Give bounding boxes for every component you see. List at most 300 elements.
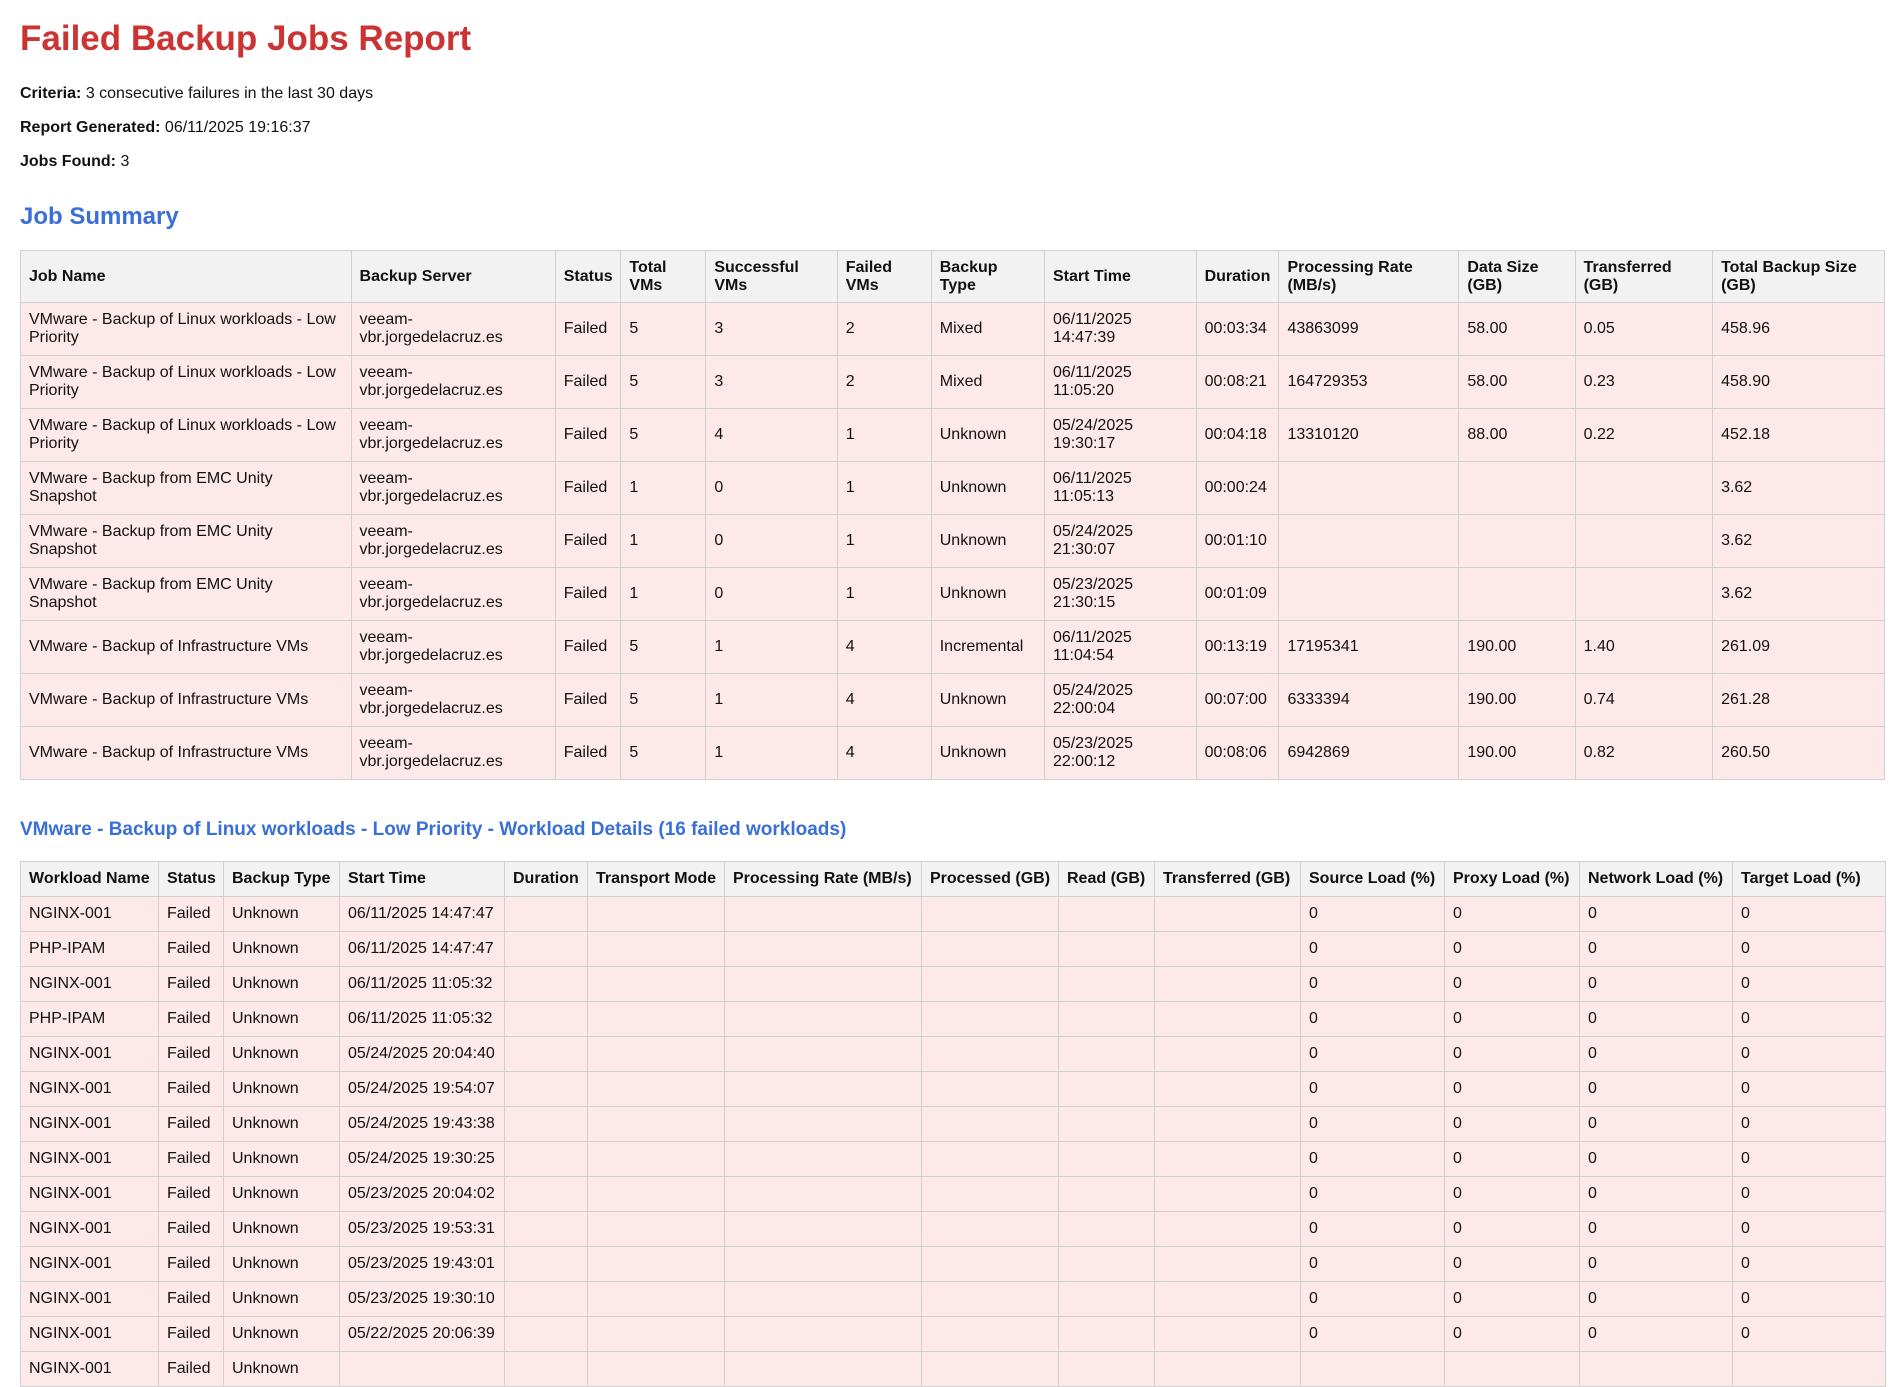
table-cell: veeam-vbr.jorgedelacruz.es	[351, 621, 555, 674]
table-cell: 05/24/2025 19:30:17	[1044, 409, 1196, 462]
table-cell: 0	[1733, 932, 1886, 967]
table-cell: Unknown	[931, 568, 1044, 621]
table-row	[21, 1282, 1886, 1317]
table-cell: 05/23/2025 22:00:12	[1044, 727, 1196, 780]
table-cell: 5	[621, 621, 706, 674]
table-row	[21, 1037, 1886, 1072]
table-cell	[1733, 1352, 1886, 1387]
table-row	[21, 932, 1886, 967]
table-cell: Unknown	[224, 1247, 340, 1282]
table-cell: 0	[706, 462, 837, 515]
table-cell: 0	[1301, 1282, 1445, 1317]
table-cell: 0	[706, 515, 837, 568]
table-cell	[1279, 568, 1459, 621]
table-cell: 1	[706, 727, 837, 780]
table-cell: 0	[1580, 967, 1733, 1002]
table-cell: 0	[1445, 967, 1580, 1002]
table-cell: 06/11/2025 14:47:47	[340, 897, 505, 932]
table-cell: 0	[1445, 1142, 1580, 1177]
table-cell	[505, 967, 588, 1002]
table-cell: 06/11/2025 11:05:13	[1044, 462, 1196, 515]
table-cell	[1059, 932, 1155, 967]
table-cell	[588, 1107, 725, 1142]
table-cell: Failed	[555, 303, 621, 356]
table-cell	[1459, 568, 1575, 621]
table-row	[21, 462, 1885, 515]
table-cell: Unknown	[931, 515, 1044, 568]
table-cell: Unknown	[224, 1072, 340, 1107]
table-row	[21, 1177, 1886, 1212]
table-cell: VMware - Backup from EMC Unity Snapshot	[21, 515, 352, 568]
table-cell: Unknown	[224, 1177, 340, 1212]
table-cell: 0	[1301, 1142, 1445, 1177]
table-cell	[1155, 897, 1301, 932]
table-cell	[1155, 1177, 1301, 1212]
table-cell: 05/23/2025 19:43:01	[340, 1247, 505, 1282]
table-cell: 0	[1445, 1037, 1580, 1072]
table-cell: 0	[1445, 932, 1580, 967]
table-cell: 0	[1445, 1002, 1580, 1037]
column-header: Transferred (GB)	[1155, 862, 1301, 897]
table-cell	[725, 1317, 922, 1352]
table-cell	[922, 1107, 1059, 1142]
table-cell	[1059, 1002, 1155, 1037]
table-cell: 0	[1580, 932, 1733, 967]
table-cell	[1279, 462, 1459, 515]
report-generated-line	[20, 118, 1882, 138]
table-cell	[725, 1212, 922, 1247]
table-cell: 0	[1445, 1072, 1580, 1107]
table-cell: 05/24/2025 21:30:07	[1044, 515, 1196, 568]
table-cell	[725, 1142, 922, 1177]
table-cell: veeam-vbr.jorgedelacruz.es	[351, 462, 555, 515]
table-cell: 0.74	[1575, 674, 1712, 727]
table-cell: Unknown	[224, 1142, 340, 1177]
table-cell	[922, 967, 1059, 1002]
table-cell: 0	[1301, 932, 1445, 967]
table-cell	[505, 1212, 588, 1247]
table-cell: 0	[1733, 1282, 1886, 1317]
table-cell: 3.62	[1713, 462, 1885, 515]
table-cell: NGINX-001	[21, 1037, 159, 1072]
table-cell: 88.00	[1459, 409, 1575, 462]
table-cell	[1459, 462, 1575, 515]
table-cell: 0	[1733, 1072, 1886, 1107]
table-cell	[725, 1037, 922, 1072]
table-cell	[1155, 1002, 1301, 1037]
column-header: Network Load (%)	[1580, 862, 1733, 897]
table-cell: 0	[1301, 967, 1445, 1002]
table-cell: 190.00	[1459, 727, 1575, 780]
column-header: Total VMs	[621, 251, 706, 303]
column-header: Job Name	[21, 251, 352, 303]
table-cell: NGINX-001	[21, 1107, 159, 1142]
table-cell	[922, 1212, 1059, 1247]
table-cell	[922, 1317, 1059, 1352]
table-cell: 58.00	[1459, 356, 1575, 409]
table-cell	[505, 1317, 588, 1352]
table-cell: Failed	[159, 1317, 224, 1352]
table-cell: 458.96	[1713, 303, 1885, 356]
table-cell	[1575, 515, 1712, 568]
table-cell: 1	[621, 515, 706, 568]
table-cell: 190.00	[1459, 674, 1575, 727]
table-cell: VMware - Backup of Linux workloads - Low Priority	[21, 356, 352, 409]
table-cell: 0	[1580, 1282, 1733, 1317]
table-row	[21, 515, 1885, 568]
table-cell: Failed	[159, 967, 224, 1002]
table-cell: 4	[837, 674, 931, 727]
table-cell	[1059, 1142, 1155, 1177]
table-cell	[1059, 1177, 1155, 1212]
table-cell	[725, 1247, 922, 1282]
table-cell: 1.40	[1575, 621, 1712, 674]
table-cell: 05/24/2025 19:54:07	[340, 1072, 505, 1107]
table-cell: Mixed	[931, 356, 1044, 409]
table-cell: veeam-vbr.jorgedelacruz.es	[351, 303, 555, 356]
column-header: Status	[555, 251, 621, 303]
table-cell: veeam-vbr.jorgedelacruz.es	[351, 515, 555, 568]
table-cell	[588, 1317, 725, 1352]
report-title: Failed Backup Jobs Report	[20, 19, 472, 58]
table-cell	[588, 1282, 725, 1317]
column-header: Workload Name	[21, 862, 159, 897]
table-cell: NGINX-001	[21, 1282, 159, 1317]
table-row	[21, 568, 1885, 621]
table-cell: 0	[1733, 1037, 1886, 1072]
table-cell: 05/24/2025 19:43:38	[340, 1107, 505, 1142]
table-cell	[1059, 1037, 1155, 1072]
table-cell: 0	[1733, 967, 1886, 1002]
table-row	[21, 1247, 1886, 1282]
table-cell	[505, 932, 588, 967]
table-cell: 3	[706, 303, 837, 356]
table-cell: Failed	[159, 1247, 224, 1282]
table-cell	[725, 1002, 922, 1037]
table-cell: PHP-IPAM	[21, 1002, 159, 1037]
table-cell	[725, 1177, 922, 1212]
table-cell	[922, 1037, 1059, 1072]
table-cell: 0	[1301, 1002, 1445, 1037]
table-cell	[922, 1002, 1059, 1037]
table-cell: VMware - Backup of Infrastructure VMs	[21, 727, 352, 780]
table-cell: 0	[1733, 1212, 1886, 1247]
table-row	[21, 727, 1885, 780]
column-header: Target Load (%)	[1733, 862, 1886, 897]
table-cell: 0	[706, 568, 837, 621]
table-cell: 0	[1580, 1072, 1733, 1107]
table-cell: 0	[1580, 1247, 1733, 1282]
table-cell: Failed	[159, 1212, 224, 1247]
table-cell: 2	[837, 303, 931, 356]
table-cell	[725, 1352, 922, 1387]
table-cell	[1059, 1352, 1155, 1387]
table-cell: 05/24/2025 22:00:04	[1044, 674, 1196, 727]
table-cell: 43863099	[1279, 303, 1459, 356]
table-cell	[1155, 1072, 1301, 1107]
column-header: Total Backup Size (GB)	[1713, 251, 1885, 303]
criteria-label: Criteria:	[20, 85, 82, 102]
table-cell: 164729353	[1279, 356, 1459, 409]
table-cell: 1	[706, 674, 837, 727]
table-cell	[1059, 1282, 1155, 1317]
column-header: Proxy Load (%)	[1445, 862, 1580, 897]
table-cell: 0	[1580, 1037, 1733, 1072]
table-cell: Failed	[159, 1037, 224, 1072]
table-cell: Mixed	[931, 303, 1044, 356]
table-cell: 58.00	[1459, 303, 1575, 356]
table-cell	[922, 897, 1059, 932]
jobs-found-value: 3	[120, 153, 130, 170]
table-cell	[1445, 1352, 1580, 1387]
table-cell: 00:04:18	[1196, 409, 1279, 462]
report-generated-label: Report Generated:	[20, 119, 161, 136]
table-cell	[505, 1142, 588, 1177]
table-cell: Failed	[159, 1282, 224, 1317]
table-cell: Unknown	[224, 1317, 340, 1352]
table-row	[21, 674, 1885, 727]
table-cell: 05/24/2025 19:30:25	[340, 1142, 505, 1177]
table-cell: Failed	[159, 897, 224, 932]
column-header: Start Time	[1044, 251, 1196, 303]
table-cell	[725, 1282, 922, 1317]
table-cell: 0	[1301, 1317, 1445, 1352]
table-cell: NGINX-001	[21, 1177, 159, 1212]
table-cell: 0.22	[1575, 409, 1712, 462]
table-cell: 1	[837, 409, 931, 462]
table-cell	[922, 1352, 1059, 1387]
table-cell: 06/11/2025 14:47:39	[1044, 303, 1196, 356]
jobs-found-label: Jobs Found:	[20, 153, 116, 170]
table-cell: 5	[621, 303, 706, 356]
table-cell	[505, 1037, 588, 1072]
table-cell: 0	[1445, 1317, 1580, 1352]
table-row	[21, 1002, 1886, 1037]
table-cell	[1155, 1317, 1301, 1352]
table-cell: 5	[621, 727, 706, 780]
table-cell	[505, 1107, 588, 1142]
workload-details-heading: VMware - Backup of Linux workloads - Low Priority - Workload Details (16 failed workloads)	[20, 819, 847, 840]
table-cell: 0	[1301, 1072, 1445, 1107]
table-cell	[922, 1072, 1059, 1107]
table-cell	[1059, 897, 1155, 932]
table-cell: 0	[1580, 1177, 1733, 1212]
table-cell	[588, 1177, 725, 1212]
table-cell: NGINX-001	[21, 1317, 159, 1352]
table-cell	[505, 1177, 588, 1212]
table-cell	[1059, 1212, 1155, 1247]
table-cell: 00:13:19	[1196, 621, 1279, 674]
table-cell	[588, 1142, 725, 1177]
table-cell: 0	[1733, 1002, 1886, 1037]
table-cell	[505, 897, 588, 932]
table-cell	[1279, 515, 1459, 568]
table-cell: Unknown	[224, 1352, 340, 1387]
table-cell: 0	[1733, 1247, 1886, 1282]
table-cell: 458.90	[1713, 356, 1885, 409]
table-cell: Failed	[555, 727, 621, 780]
column-header: Read (GB)	[1059, 862, 1155, 897]
criteria-value: 3 consecutive failures in the last 30 days	[85, 85, 374, 102]
column-header: Data Size (GB)	[1459, 251, 1575, 303]
column-header: Duration	[505, 862, 588, 897]
table-cell	[1155, 1107, 1301, 1142]
table-cell	[588, 1212, 725, 1247]
column-header: Transport Mode	[588, 862, 725, 897]
table-cell: 4	[706, 409, 837, 462]
table-cell: 00:01:10	[1196, 515, 1279, 568]
table-cell: Unknown	[931, 674, 1044, 727]
table-cell: 0.05	[1575, 303, 1712, 356]
table-cell	[1155, 1352, 1301, 1387]
job-summary-heading: Job Summary	[20, 203, 179, 230]
table-cell	[922, 1282, 1059, 1317]
column-header: Processed (GB)	[922, 862, 1059, 897]
table-cell: 260.50	[1713, 727, 1885, 780]
table-cell: Unknown	[931, 462, 1044, 515]
table-cell: veeam-vbr.jorgedelacruz.es	[351, 356, 555, 409]
table-cell	[1155, 1247, 1301, 1282]
table-cell: Failed	[555, 515, 621, 568]
table-cell: Failed	[555, 409, 621, 462]
table-cell: 0	[1580, 1107, 1733, 1142]
table-cell: Failed	[159, 1352, 224, 1387]
table-cell: Unknown	[224, 1212, 340, 1247]
column-header: Status	[159, 862, 224, 897]
table-cell	[505, 1072, 588, 1107]
table-cell: NGINX-001	[21, 1072, 159, 1107]
table-cell: 0	[1733, 1317, 1886, 1352]
table-cell	[505, 1352, 588, 1387]
table-row	[21, 303, 1885, 356]
column-header: Successful VMs	[706, 251, 837, 303]
table-cell: 4	[837, 621, 931, 674]
table-cell: Unknown	[931, 727, 1044, 780]
workload-details-header-row	[21, 862, 1886, 897]
column-header: Duration	[1196, 251, 1279, 303]
table-cell: 06/11/2025 14:47:47	[340, 932, 505, 967]
table-row	[21, 356, 1885, 409]
table-cell: veeam-vbr.jorgedelacruz.es	[351, 727, 555, 780]
table-cell: 6333394	[1279, 674, 1459, 727]
table-row	[21, 1352, 1886, 1387]
table-cell: 00:07:00	[1196, 674, 1279, 727]
table-cell: VMware - Backup of Infrastructure VMs	[21, 674, 352, 727]
table-cell: 0	[1445, 1177, 1580, 1212]
column-header: Backup Server	[351, 251, 555, 303]
table-cell: 2	[837, 356, 931, 409]
criteria-line	[20, 84, 1882, 104]
jobs-found-line	[20, 152, 1882, 172]
table-cell: 05/23/2025 19:53:31	[340, 1212, 505, 1247]
table-cell	[588, 1352, 725, 1387]
table-cell: 0	[1301, 1037, 1445, 1072]
table-cell: 05/23/2025 20:04:02	[340, 1177, 505, 1212]
table-cell: Failed	[159, 1177, 224, 1212]
table-cell	[725, 1107, 922, 1142]
table-row	[21, 409, 1885, 462]
table-cell: 05/23/2025 19:30:10	[340, 1282, 505, 1317]
table-cell: 0	[1580, 897, 1733, 932]
table-cell	[1059, 1072, 1155, 1107]
table-cell	[588, 897, 725, 932]
column-header: Source Load (%)	[1301, 862, 1445, 897]
table-cell: 3.62	[1713, 568, 1885, 621]
table-cell	[1059, 1317, 1155, 1352]
table-cell	[1580, 1352, 1733, 1387]
table-cell: Failed	[159, 1002, 224, 1037]
table-cell: 0	[1733, 1142, 1886, 1177]
table-cell: 0	[1580, 1002, 1733, 1037]
table-cell: 06/11/2025 11:05:32	[340, 967, 505, 1002]
table-cell: 0	[1733, 1177, 1886, 1212]
table-cell: NGINX-001	[21, 897, 159, 932]
table-cell: 0	[1580, 1212, 1733, 1247]
table-cell: 0	[1733, 897, 1886, 932]
table-cell	[1059, 1107, 1155, 1142]
table-cell: NGINX-001	[21, 1142, 159, 1177]
table-row	[21, 1317, 1886, 1352]
table-row	[21, 1072, 1886, 1107]
table-row	[21, 621, 1885, 674]
column-header: Failed VMs	[837, 251, 931, 303]
table-cell: 1	[706, 621, 837, 674]
table-cell: Failed	[555, 356, 621, 409]
table-cell: Unknown	[224, 1282, 340, 1317]
table-cell: Unknown	[224, 1107, 340, 1142]
column-header: Backup Type	[224, 862, 340, 897]
table-cell	[1059, 967, 1155, 1002]
table-cell: 00:01:09	[1196, 568, 1279, 621]
table-row	[21, 897, 1886, 932]
table-cell: Failed	[159, 1072, 224, 1107]
table-cell: 00:08:21	[1196, 356, 1279, 409]
table-cell: 0	[1445, 1212, 1580, 1247]
table-cell	[1575, 462, 1712, 515]
table-cell: veeam-vbr.jorgedelacruz.es	[351, 674, 555, 727]
table-cell	[588, 1247, 725, 1282]
table-cell	[588, 1002, 725, 1037]
table-cell	[340, 1352, 505, 1387]
column-header: Processing Rate (MB/s)	[725, 862, 922, 897]
table-cell: 1	[837, 515, 931, 568]
table-cell: 261.09	[1713, 621, 1885, 674]
table-cell: Failed	[159, 1107, 224, 1142]
table-cell: 1	[621, 568, 706, 621]
table-cell	[505, 1247, 588, 1282]
table-cell	[1459, 515, 1575, 568]
table-cell	[1059, 1247, 1155, 1282]
table-cell: 5	[621, 356, 706, 409]
table-cell: 0	[1301, 1212, 1445, 1247]
table-cell: 0	[1301, 1247, 1445, 1282]
table-cell: 5	[621, 409, 706, 462]
table-cell: 1	[621, 462, 706, 515]
table-cell: 1	[837, 568, 931, 621]
table-cell: veeam-vbr.jorgedelacruz.es	[351, 568, 555, 621]
job-summary-body	[21, 303, 1885, 780]
table-cell: 0	[1733, 1107, 1886, 1142]
table-cell: PHP-IPAM	[21, 932, 159, 967]
table-cell	[1155, 932, 1301, 967]
table-cell: 261.28	[1713, 674, 1885, 727]
table-cell	[1575, 568, 1712, 621]
table-cell: 05/24/2025 20:04:40	[340, 1037, 505, 1072]
table-cell: 4	[837, 727, 931, 780]
column-header: Transferred (GB)	[1575, 251, 1712, 303]
workload-details-table	[20, 861, 1886, 1387]
table-cell: 0.82	[1575, 727, 1712, 780]
